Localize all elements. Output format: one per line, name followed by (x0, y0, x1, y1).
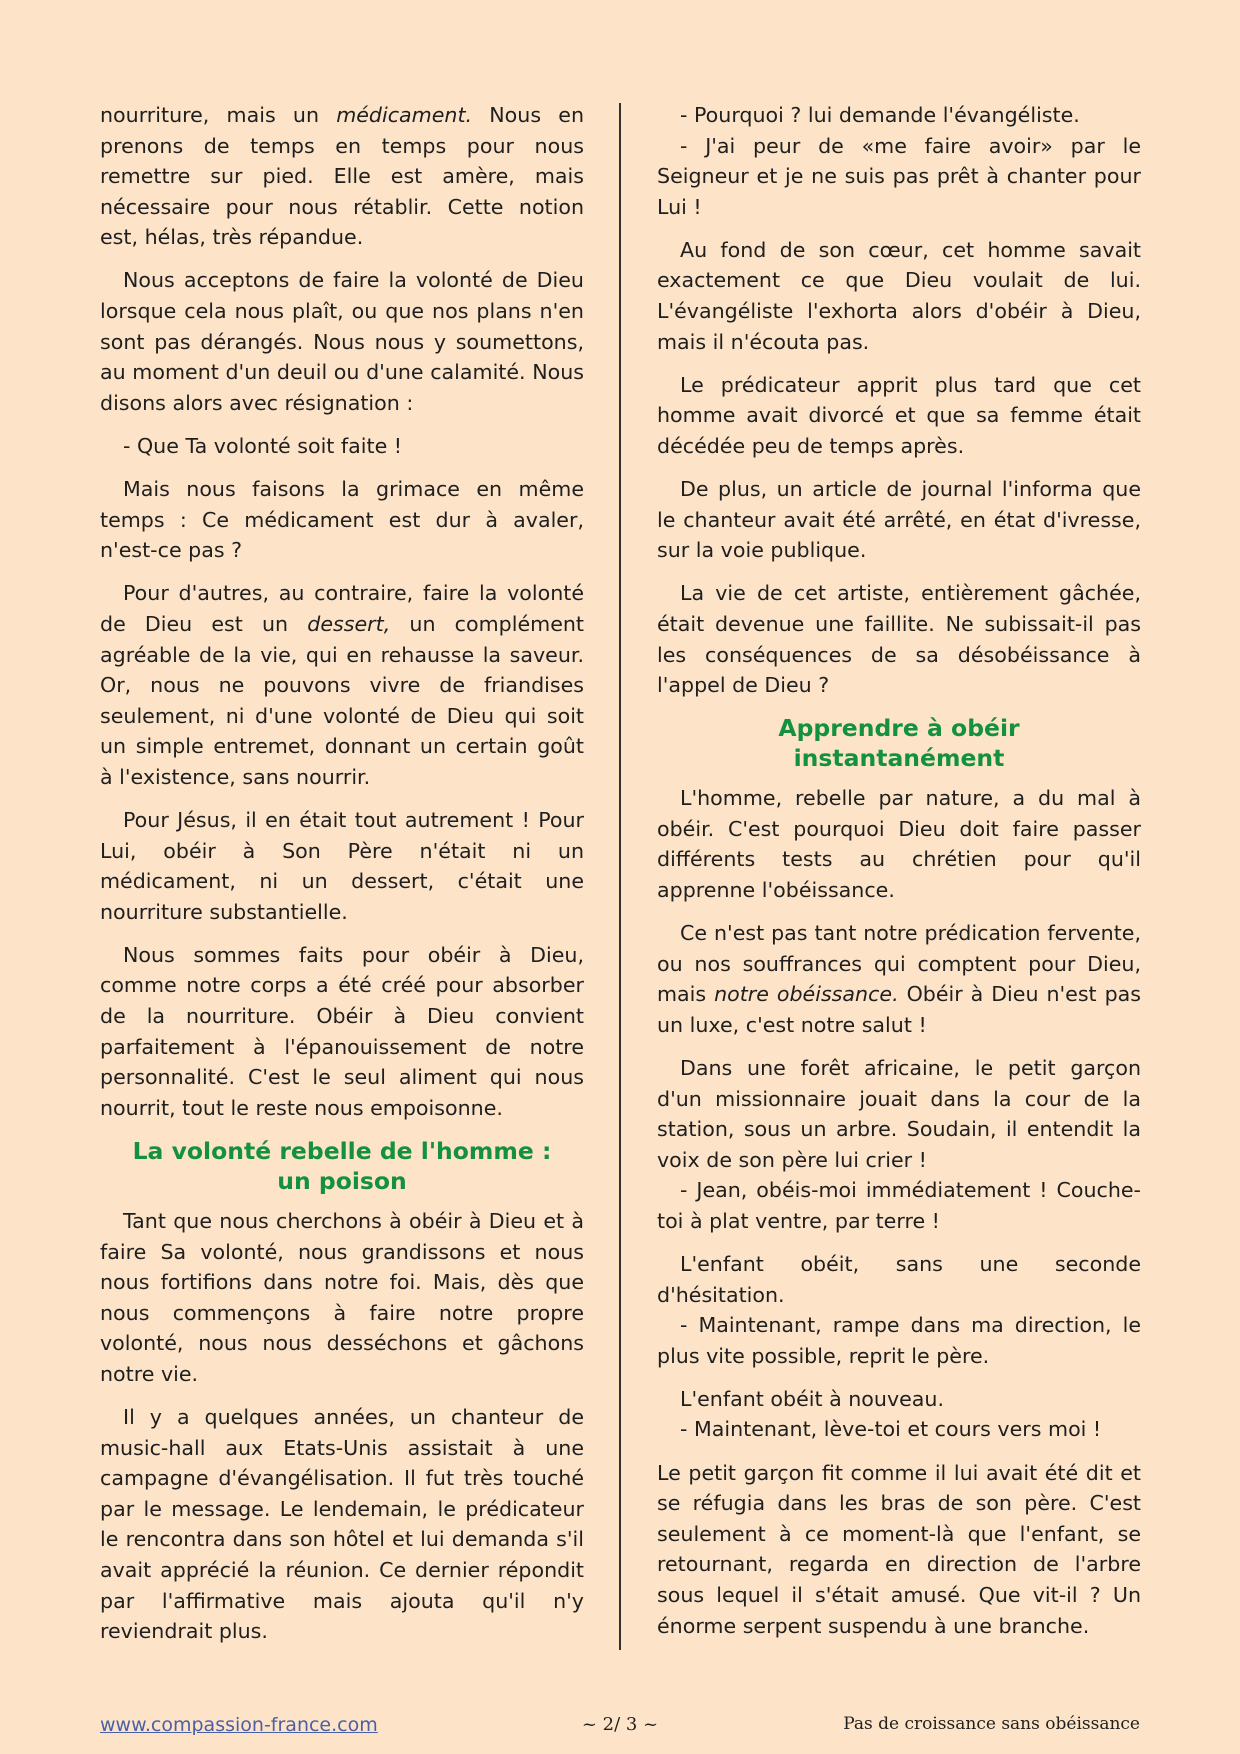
right-column (657, 100, 1141, 1654)
paragraph: Nous acceptons de faire la volonté de Dieu lorsque cela nous plaît, ou que nos plans n'en sont pas dérangés. Nous nous y soumettons, au moment d'un deuil ou d'une calamité. Nous disons alors avec résignation : (100, 268, 584, 415)
dialogue-line: - Jean, obéis-moi immédiatement ! Couche-toi à plat ventre, par terre ! (657, 1178, 1141, 1233)
paragraph: Pour d'autres, au contraire, faire la volonté de Dieu est un dessert, un complément agréable de la vie, qui en rehausse la saveur. Or, nous ne pouvons vivre de friandises seulement, ni d'une volonté de Dieu qui soit un simple entremet, donnant un certain goût à l'existence, sans nourrir. (100, 581, 584, 789)
paragraph: L'homme, rebelle par nature, a du mal à obéir. C'est pourquoi Dieu doit faire passer différents tests au chrétien pour qu'il apprenne l'obéissance. (657, 786, 1141, 902)
paragraph: Mais nous faisons la grimace en même temps : Ce médicament est dur à avaler, n'est-ce pas ? (100, 477, 584, 563)
document-title: Pas de croissance sans obéissance (843, 1714, 1140, 1734)
page-number: ~ 2/ 3 ~ (581, 1714, 659, 1735)
left-column (100, 100, 584, 1659)
paragraph: Nous sommes faits pour obéir à Dieu, comme notre corps a été créé pour absorber de la nourriture. Obéir à Dieu convient parfaitement à l'épanouissement de notre personnalité. C'est le seul aliment qui nous nourrit, tout le reste nous empoisonne. (100, 942, 584, 1120)
paragraph: L'enfant obéit, sans une seconde d'hésitation. (657, 1252, 1141, 1307)
paragraph: L'enfant obéit à nouveau. (680, 1386, 945, 1411)
section-heading: La volonté rebelle de l'homme : un poison (132, 1136, 552, 1195)
paragraph: Dans une forêt africaine, le petit garçon d'un missionnaire jouait dans la cour de la station, sous un arbre. Soudain, il entendit la voix de son père lui crier ! (657, 1055, 1141, 1172)
paragraph: La vie de cet artiste, entièrement gâchée, était devenue une faillite. Ne subissait-il pas les conséquences de sa désobéissance à l'appel de Dieu ? (657, 581, 1141, 698)
section-heading: Apprendre à obéir instantanément (778, 714, 1020, 773)
paragraph: nourriture, mais un médicament. Nous en prenons de temps en temps pour nous remettre sur pied. Elle est amère, mais nécessaire pour nous rétablir. Cette notion est, hélas, très répandue. (100, 103, 584, 250)
paragraph: Il y a quelques années, un chanteur de music-hall aux Etats-Unis assistait à une campagne d'évangélisation. Il fut très touché par le message. Le lendemain, le prédicateur le rencontra dans son hôtel et lui demanda s'il avait apprécié la réunion. Ce dernier répondit par l'affirmative mais ajouta qu'il n'y reviendrait plus. (100, 1404, 584, 1644)
website-link[interactable]: www.compassion-france.com (100, 1714, 378, 1736)
paragraph: - Que Ta volonté soit faite ! (123, 433, 403, 458)
paragraph: Au fond de son cœur, cet homme savait exactement ce que Dieu voulait de lui. L'évangéliste l'exhorta alors d'obéir à Dieu, mais il n'écouta pas. (657, 237, 1141, 354)
paragraph: Ce n'est pas tant notre prédication fervente, ou nos souffrances qui comptent pour Dieu, mais notre obéissance. Obéir à Dieu n'est pas un luxe, c'est notre salut ! (657, 921, 1141, 1037)
paragraph: De plus, un article de journal l'informa que le chanteur avait été arrêté, en état d'ivresse, sur la voie publique. (657, 477, 1141, 563)
dialogue-line: - Maintenant, lève-toi et cours vers moi ! (680, 1417, 1102, 1442)
column-divider (619, 103, 621, 1650)
paragraph: Le prédicateur apprit plus tard que cet homme avait divorcé et que sa femme était décédée peu de temps après. (657, 372, 1141, 458)
paragraph: Pour Jésus, il en était tout autrement ! Pour Lui, obéir à Son Père n'était ni un médicament, ni un dessert, c'était une nourriture substantielle. (100, 807, 584, 924)
dialogue-line: - J'ai peur de «me faire avoir» par le Seigneur et je ne suis pas prêt à chanter pour Lui ! (657, 133, 1141, 219)
dialogue-line: - Pourquoi ? lui demande l'évangéliste. (680, 103, 1080, 127)
paragraph: Le petit garçon fit comme il lui avait été dit et se réfugia dans les bras de son père. C'est seulement à ce moment-là que l'enfant, se retournant, regarda en direction de l'arbre sous lequel il s'était amusé. Que vit-il ? Un énorme serpent suspendu à une branche. (657, 1460, 1141, 1638)
paragraph: Tant que nous cherchons à obéir à Dieu et à faire Sa volonté, nous grandissons et nous nous fortifions dans notre foi. Mais, dès que nous commençons à faire notre propre volonté, nous nous desséchons et gâchons notre vie. (100, 1208, 584, 1386)
dialogue-line: - Maintenant, rampe dans ma direction, le plus vite possible, reprit le père. (657, 1313, 1141, 1368)
